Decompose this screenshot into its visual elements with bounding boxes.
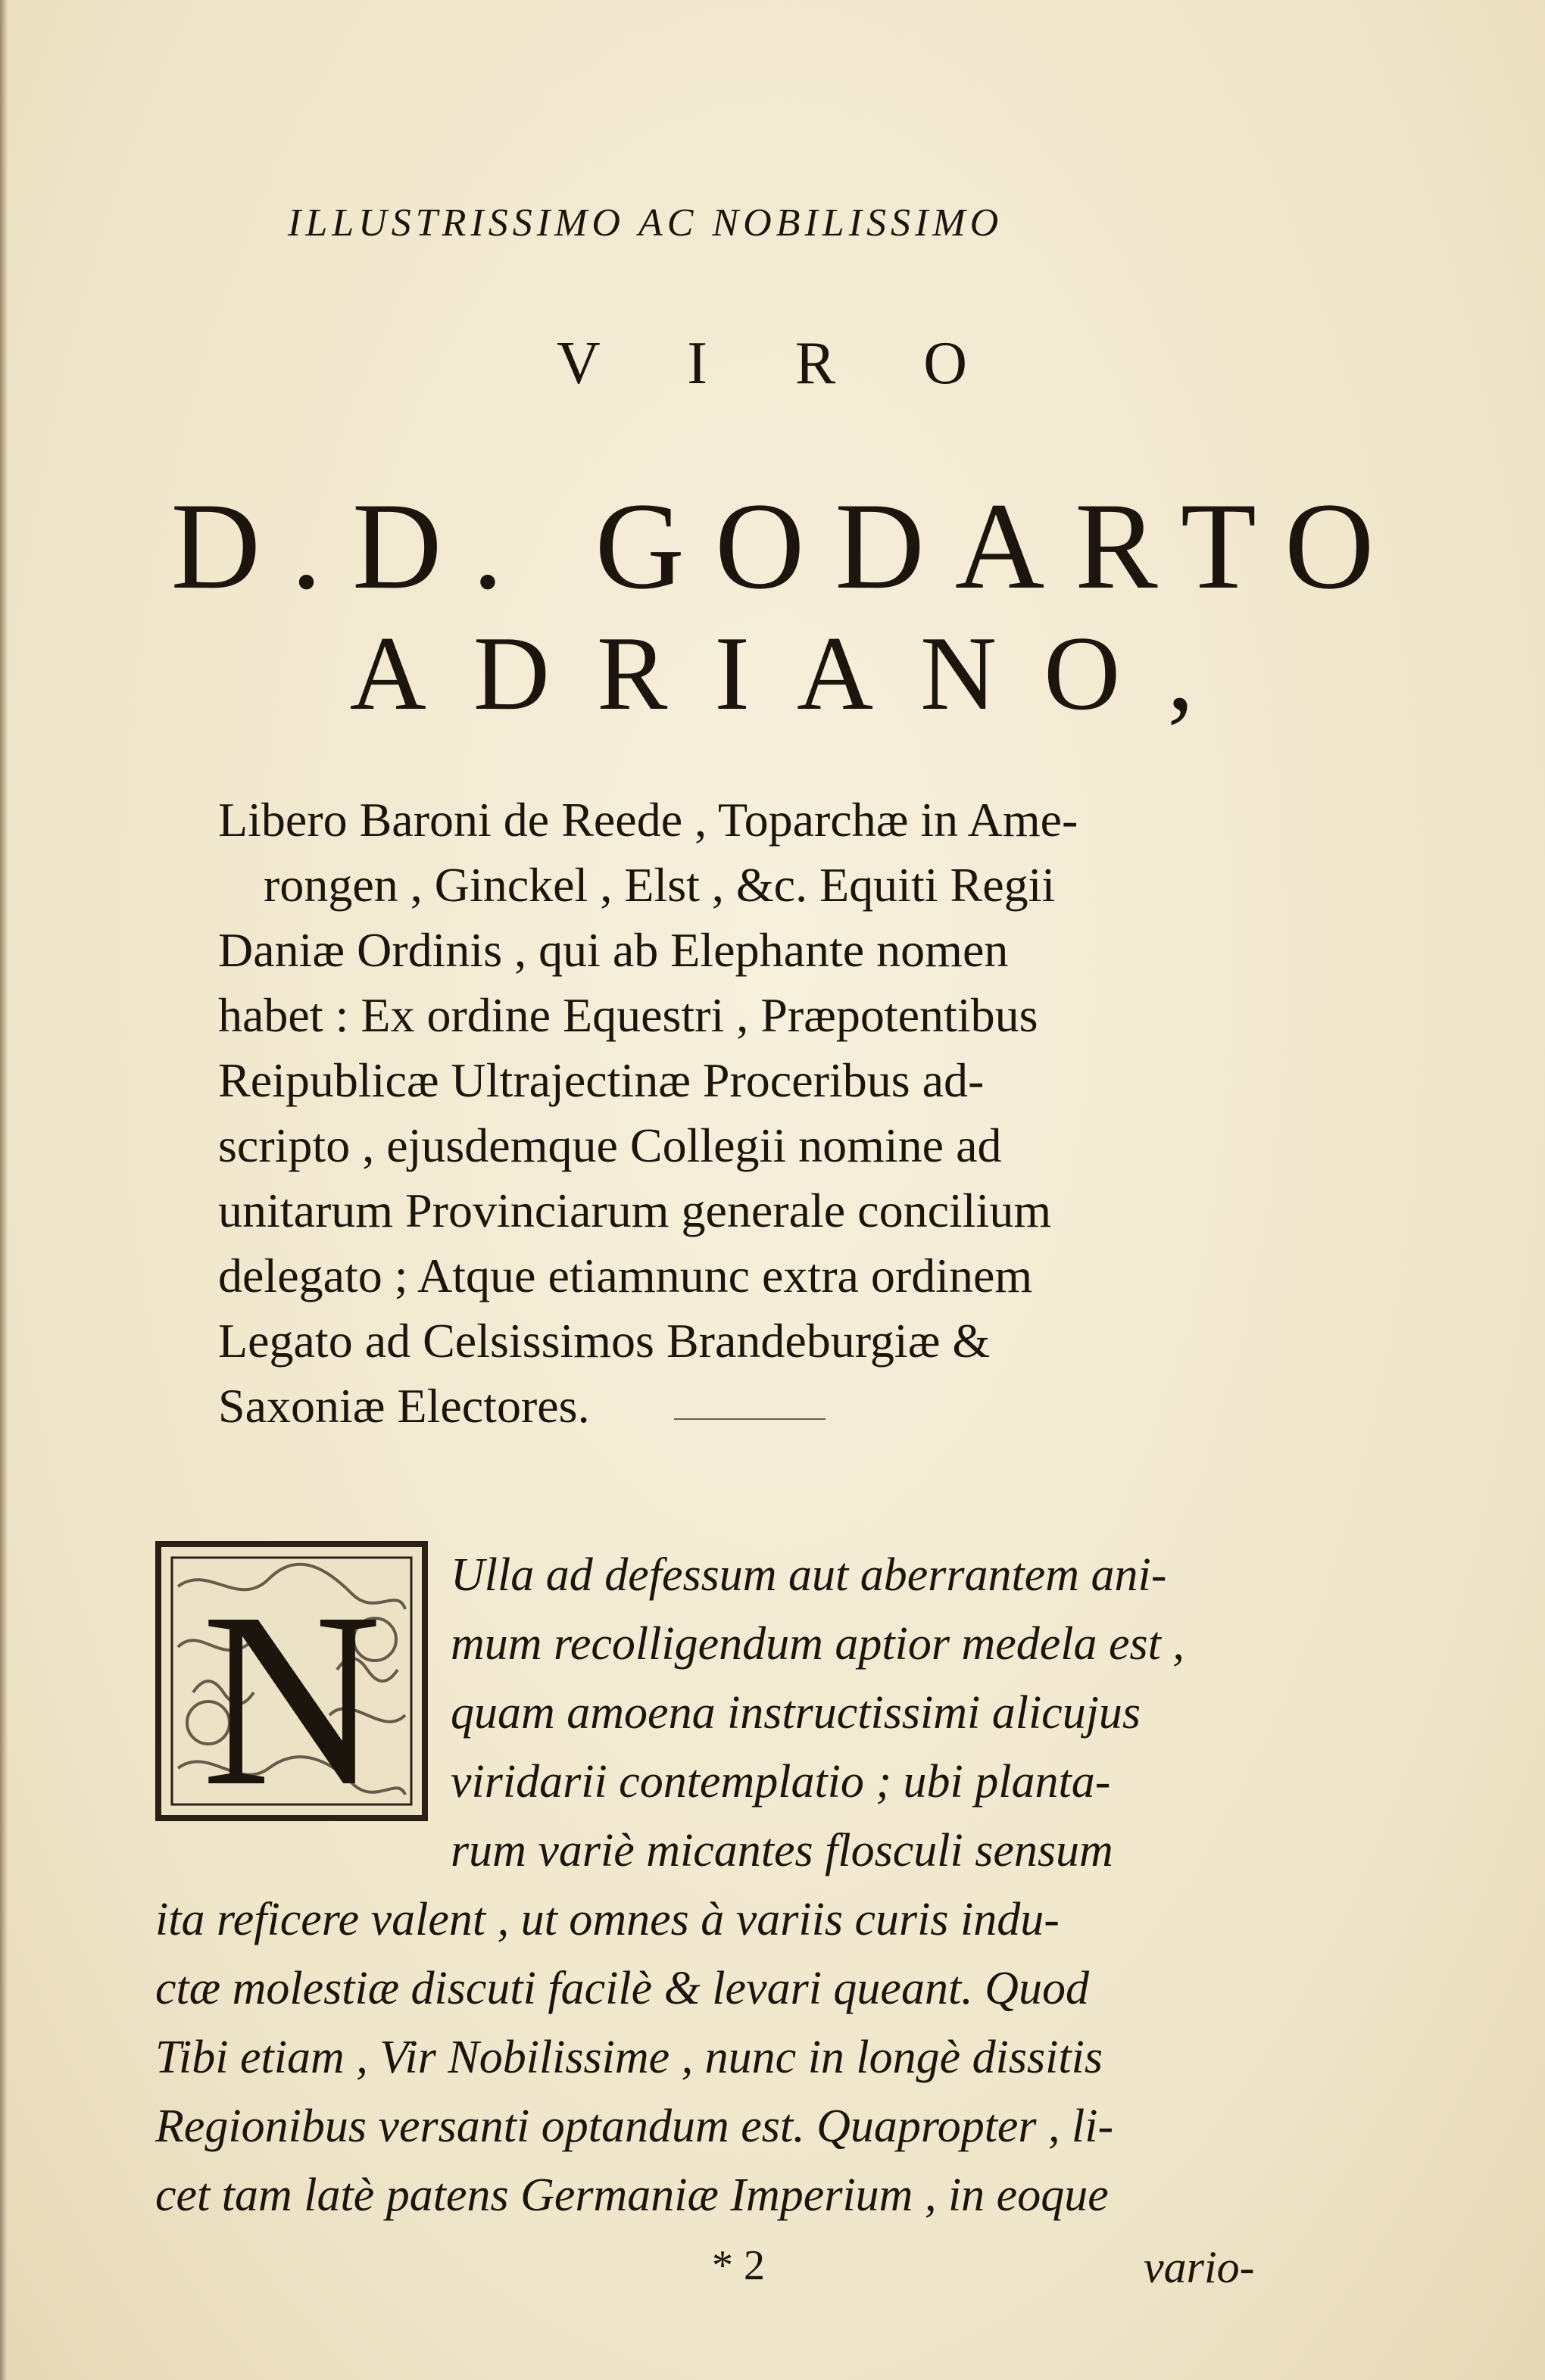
dedication-line: rongen , Ginckel , Elst , &c. Equiti Regii bbox=[264, 858, 1056, 912]
dedication-titles bbox=[218, 788, 1294, 1439]
body-line: Ulla ad defessum aut aberrantem ani- bbox=[451, 1549, 1167, 1601]
dedication-line: Libero Baroni de Reede , Toparchæ in Ame- bbox=[218, 793, 1078, 847]
dedication-line: unitarum Provinciarum generale concilium bbox=[218, 1184, 1052, 1237]
dedication-line: Saxoniæ Electores. bbox=[218, 1379, 590, 1433]
dedication-heading: ILLUSTRISSIMO AC NOBILISSIMO bbox=[288, 201, 1003, 245]
dedication-line: habet : Ex ordine Equestri , Præpotentibus bbox=[218, 988, 1038, 1042]
body-line: Tibi etiam , Vir Nobilissime , nunc in longè dissitis bbox=[155, 2032, 1103, 2083]
body-line: mum recolligendum aptior medela est , bbox=[451, 1618, 1184, 1670]
dedication-line: Reipublicæ Ultrajectinæ Proceribus ad- bbox=[218, 1053, 985, 1107]
body-paragraph bbox=[155, 1541, 1291, 2230]
body-line: cet tam latè patens Germaniæ Imperium , in eoque bbox=[155, 2169, 1109, 2221]
dedication-line: Legato ad Celsissimos Brandeburgiæ & bbox=[218, 1314, 991, 1368]
signature-mark: * 2 bbox=[712, 2242, 765, 2289]
viro-line: V I R O bbox=[556, 330, 1004, 397]
dedication-line: Daniæ Ordinis , qui ab Elephante nomen bbox=[218, 923, 1009, 977]
name-line-2: ADRIANO, bbox=[349, 615, 1241, 732]
body-line: quam amoena instructissimi alicujus bbox=[451, 1687, 1141, 1739]
body-line: viridarii contemplatio ; ubi planta- bbox=[451, 1756, 1111, 1808]
closing-rule bbox=[674, 1418, 826, 1420]
dedication-line: scripto , ejusdemque Collegii nomine ad bbox=[218, 1118, 1002, 1172]
body-line: Regionibus versanti optandum est. Quapropter , li- bbox=[155, 2101, 1114, 2152]
name-line-1: D.D. GODARTO bbox=[170, 478, 1405, 615]
svg-text:N: N bbox=[201, 1561, 382, 1821]
body-line: ctæ molestiæ discuti facilè & levari queant. Quod bbox=[155, 1963, 1089, 2014]
body-line: ita reficere valent , ut omnes à variis curis indu- bbox=[155, 1894, 1060, 1945]
dedication-line: delegato ; Atque etiamnunc extra ordinem bbox=[218, 1249, 1033, 1302]
body-line: rum variè micantes flosculi sensum bbox=[451, 1825, 1113, 1876]
catchword: vario- bbox=[1144, 2242, 1255, 2292]
